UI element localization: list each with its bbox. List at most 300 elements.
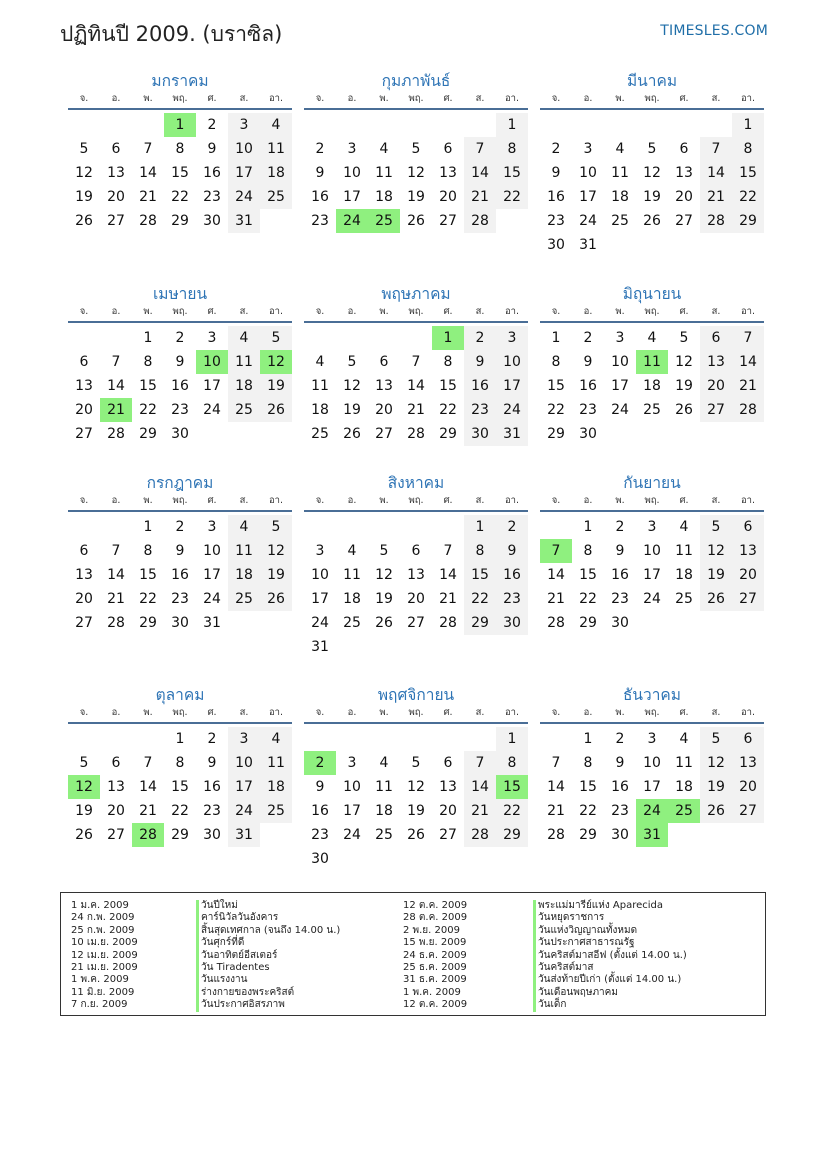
holiday-legend (60, 892, 766, 1016)
weekday-label: จ. (551, 306, 561, 317)
legend-holiday-name: วันปีใหม่ (196, 900, 340, 912)
day-cell: 3 (496, 326, 528, 350)
day-cell: 14 (107, 567, 125, 583)
day-grid (304, 326, 528, 446)
day-cell: 12 (75, 165, 93, 181)
legend-holiday-name: วันประกาศอิสรภาพ (196, 999, 340, 1011)
day-cell: 6 (79, 354, 89, 370)
day-cell: 20 (407, 591, 425, 607)
day-cell: 26 (675, 402, 693, 418)
day-cell: 25 (311, 426, 329, 442)
day-cell: 31 (496, 422, 528, 446)
day-cell: 16 (171, 378, 189, 394)
legend-holiday-date: 2 พ.ย. 2009 (403, 924, 460, 936)
day-cell: 4 (228, 515, 260, 539)
day-cell: 24 (343, 827, 361, 843)
day-cell: 26 (407, 213, 425, 229)
weekday-label: จ. (315, 495, 325, 506)
empty-cell (304, 326, 336, 350)
holiday-day-cell: 28 (132, 823, 164, 847)
day-cell: 12 (407, 779, 425, 795)
day-cell: 19 (260, 563, 292, 587)
day-cell: 6 (443, 755, 453, 771)
day-cell: 6 (732, 515, 764, 539)
day-cell: 14 (547, 567, 565, 583)
weekday-header (304, 305, 528, 323)
day-cell: 26 (343, 426, 361, 442)
day-cell: 22 (139, 402, 157, 418)
legend-holiday-name: วันเด็ก (533, 999, 687, 1011)
day-cell: 28 (464, 209, 496, 233)
day-cell: 28 (107, 615, 125, 631)
day-cell: 7 (464, 137, 496, 161)
day-cell: 20 (75, 402, 93, 418)
day-cell: 24 (228, 799, 260, 823)
day-cell: 3 (207, 519, 217, 535)
day-cell: 13 (107, 779, 125, 795)
weekday-label: อา. (504, 93, 520, 104)
weekday-label: อ. (347, 495, 357, 506)
holiday-day-cell: 2 (304, 751, 336, 775)
weekday-label: จ. (551, 495, 561, 506)
day-cell: 4 (228, 326, 260, 350)
day-cell: 16 (547, 189, 565, 205)
empty-cell (336, 113, 368, 137)
empty-cell (304, 515, 336, 539)
weekday-label: จ. (79, 495, 89, 506)
weekday-label: พ. (143, 495, 153, 506)
month-name: กุมภาพันธ์ (381, 72, 451, 90)
weekday-label: จ. (315, 707, 325, 718)
weekday-label: พฤ. (644, 495, 660, 506)
legend-holiday-name: วันแรงงาน (196, 974, 340, 986)
day-cell: 22 (439, 402, 457, 418)
day-cell: 22 (547, 402, 565, 418)
weekday-label: พ. (615, 93, 625, 104)
weekday-header (68, 706, 292, 724)
month-name: เมษายน (152, 285, 208, 303)
day-cell: 20 (732, 563, 764, 587)
empty-cell (432, 727, 464, 751)
weekday-label: ศ. (443, 306, 453, 317)
day-cell: 9 (551, 165, 561, 181)
weekday-label: ส. (239, 495, 249, 506)
day-cell: 29 (579, 615, 597, 631)
empty-cell (464, 113, 496, 137)
legend-holiday-name: วันแห่งวิญญาณทั้งหมด (533, 925, 687, 937)
legend-holiday-date: 15 พ.ย. 2009 (403, 937, 467, 949)
day-cell: 4 (379, 141, 389, 157)
holiday-day-cell: 7 (540, 539, 572, 563)
day-cell: 17 (228, 161, 260, 185)
day-cell: 27 (107, 213, 125, 229)
day-cell: 29 (439, 426, 457, 442)
day-cell: 3 (647, 519, 657, 535)
weekday-label: อา. (504, 707, 520, 718)
legend-holiday-name: วันคริสต์มาส (533, 962, 687, 974)
weekday-label: อา. (740, 707, 756, 718)
empty-cell (368, 727, 400, 751)
weekday-label: ส. (711, 495, 721, 506)
brand-link[interactable]: TIMESLES.COM (660, 23, 768, 39)
day-cell: 19 (700, 775, 732, 799)
weekday-label: ศ. (679, 306, 689, 317)
day-cell: 23 (611, 803, 629, 819)
day-cell: 18 (643, 378, 661, 394)
day-cell: 10 (496, 350, 528, 374)
weekday-label: พ. (615, 707, 625, 718)
day-cell: 1 (143, 519, 153, 535)
weekday-label: ส. (239, 306, 249, 317)
weekday-header (68, 92, 292, 110)
day-cell: 23 (579, 402, 597, 418)
day-cell: 16 (171, 567, 189, 583)
day-cell: 15 (464, 563, 496, 587)
holiday-day-cell: 24 (636, 799, 668, 823)
legend-holiday-date: 1 พ.ค. 2009 (403, 986, 461, 998)
day-cell: 4 (679, 519, 689, 535)
legend-holiday-date: 7 ก.ย. 2009 (71, 999, 128, 1011)
day-cell: 18 (675, 567, 693, 583)
day-cell: 16 (464, 374, 496, 398)
weekday-label: พฤ. (408, 306, 424, 317)
day-cell: 11 (260, 751, 292, 775)
day-grid (68, 326, 292, 446)
day-cell: 30 (579, 426, 597, 442)
day-cell: 15 (439, 378, 457, 394)
day-cell: 11 (375, 165, 393, 181)
day-cell: 18 (228, 563, 260, 587)
month-name: พฤศจิกายน (377, 686, 455, 704)
empty-cell (100, 515, 132, 539)
day-cell: 14 (139, 779, 157, 795)
day-cell: 21 (139, 803, 157, 819)
day-cell: 30 (464, 422, 496, 446)
empty-cell (304, 113, 336, 137)
day-cell: 11 (675, 755, 693, 771)
day-cell: 5 (79, 141, 89, 157)
day-cell: 26 (700, 799, 732, 823)
holiday-day-cell: 25 (368, 209, 400, 233)
page-title: ปฏิทินปี 2009. (บราซิล) (60, 22, 283, 46)
day-cell: 2 (315, 141, 325, 157)
day-cell: 21 (107, 591, 125, 607)
day-cell: 17 (611, 378, 629, 394)
month-block (540, 684, 764, 847)
day-cell: 26 (75, 213, 93, 229)
day-cell: 5 (411, 755, 421, 771)
day-cell: 9 (207, 141, 217, 157)
day-cell: 30 (547, 237, 565, 253)
holiday-day-cell: 12 (260, 350, 292, 374)
month-block (540, 70, 764, 257)
day-cell: 19 (75, 189, 93, 205)
weekday-label: จ. (79, 93, 89, 104)
day-grid (68, 727, 292, 847)
day-grid (304, 113, 528, 233)
legend-holiday-name: วันอาทิตย์อีสเตอร์ (196, 950, 340, 962)
day-cell: 6 (411, 543, 421, 559)
weekday-label: พ. (615, 306, 625, 317)
day-cell: 19 (407, 189, 425, 205)
day-cell: 26 (75, 827, 93, 843)
weekday-label: อา. (740, 495, 756, 506)
weekday-header (304, 706, 528, 724)
weekday-label: ศ. (443, 495, 453, 506)
legend-holiday-name: วันศุกร์ที่ดี (196, 937, 340, 949)
day-cell: 5 (411, 141, 421, 157)
day-cell: 5 (700, 515, 732, 539)
day-cell: 6 (111, 141, 121, 157)
day-cell: 27 (375, 426, 393, 442)
day-cell: 10 (611, 354, 629, 370)
empty-cell (700, 113, 732, 137)
weekday-label: จ. (551, 707, 561, 718)
day-cell: 30 (171, 615, 189, 631)
legend-holiday-date: 24 ก.พ. 2009 (71, 912, 135, 924)
day-cell: 11 (375, 779, 393, 795)
day-cell: 21 (732, 374, 764, 398)
day-cell: 25 (343, 615, 361, 631)
day-cell: 17 (643, 567, 661, 583)
legend-holiday-date: 12 ต.ค. 2009 (403, 999, 468, 1011)
day-cell: 3 (228, 727, 260, 751)
day-cell: 4 (347, 543, 357, 559)
month-name: สิงหาคม (387, 474, 445, 492)
day-cell: 3 (615, 330, 625, 346)
day-grid (540, 113, 764, 257)
day-cell: 4 (260, 727, 292, 751)
day-cell: 12 (407, 165, 425, 181)
day-cell: 7 (111, 543, 121, 559)
day-cell: 23 (203, 189, 221, 205)
weekday-label: พฤ. (172, 707, 188, 718)
day-cell: 21 (547, 591, 565, 607)
empty-cell (68, 326, 100, 350)
weekday-label: อ. (111, 495, 121, 506)
empty-cell (432, 113, 464, 137)
day-cell: 4 (379, 755, 389, 771)
day-cell: 2 (583, 330, 593, 346)
empty-cell (68, 515, 100, 539)
day-cell: 11 (228, 350, 260, 374)
day-cell: 28 (732, 398, 764, 422)
day-cell: 5 (260, 326, 292, 350)
day-cell: 27 (75, 426, 93, 442)
day-cell: 6 (443, 141, 453, 157)
day-cell: 7 (732, 326, 764, 350)
day-cell: 2 (615, 519, 625, 535)
empty-cell (540, 113, 572, 137)
day-cell: 5 (700, 727, 732, 751)
day-grid (68, 515, 292, 635)
day-cell: 21 (700, 185, 732, 209)
weekday-label: ศ. (443, 93, 453, 104)
day-cell: 22 (579, 803, 597, 819)
day-cell: 8 (496, 137, 528, 161)
day-cell: 23 (203, 803, 221, 819)
day-cell: 14 (407, 378, 425, 394)
day-cell: 15 (139, 378, 157, 394)
legend-holiday-name: วันหยุดราชการ (533, 912, 687, 924)
weekday-label: ศ. (207, 707, 217, 718)
weekday-label: จ. (79, 306, 89, 317)
day-cell: 27 (439, 213, 457, 229)
month-name: กันยายน (623, 474, 681, 492)
day-cell: 27 (732, 587, 764, 611)
day-cell: 9 (315, 165, 325, 181)
day-cell: 23 (311, 213, 329, 229)
day-cell: 17 (228, 775, 260, 799)
legend-right-names (533, 900, 687, 1012)
day-cell: 22 (496, 799, 528, 823)
weekday-label: พฤ. (172, 93, 188, 104)
day-cell: 20 (439, 803, 457, 819)
weekday-label: ส. (239, 93, 249, 104)
weekday-label: อา. (740, 306, 756, 317)
day-cell: 2 (551, 141, 561, 157)
weekday-label: พ. (379, 707, 389, 718)
weekday-label: พฤ. (644, 707, 660, 718)
month-block (304, 472, 528, 659)
day-cell: 16 (579, 378, 597, 394)
day-cell: 23 (611, 591, 629, 607)
day-cell: 14 (139, 165, 157, 181)
day-cell: 13 (675, 165, 693, 181)
legend-holiday-name: ร่างกายของพระคริสต์ (196, 987, 340, 999)
empty-cell (132, 113, 164, 137)
day-cell: 8 (583, 543, 593, 559)
weekday-label: พฤ. (408, 93, 424, 104)
empty-cell (100, 113, 132, 137)
day-cell: 30 (203, 213, 221, 229)
day-cell: 23 (171, 591, 189, 607)
legend-holiday-name: วันคริสต์มาสอีฟ (ตั้งแต่ 14.00 น.) (533, 950, 687, 962)
weekday-label: พ. (379, 93, 389, 104)
day-cell: 22 (139, 591, 157, 607)
day-cell: 29 (464, 611, 496, 635)
day-cell: 12 (675, 354, 693, 370)
day-cell: 15 (547, 378, 565, 394)
day-cell: 1 (175, 731, 185, 747)
day-cell: 3 (347, 755, 357, 771)
day-cell: 25 (643, 402, 661, 418)
day-cell: 23 (496, 587, 528, 611)
day-cell: 13 (700, 350, 732, 374)
day-cell: 8 (551, 354, 561, 370)
day-cell: 1 (551, 330, 561, 346)
legend-holiday-date: 11 มิ.ย. 2009 (71, 986, 135, 998)
weekday-header (540, 706, 764, 724)
day-cell: 10 (343, 779, 361, 795)
day-cell: 16 (611, 779, 629, 795)
day-cell: 3 (315, 543, 325, 559)
legend-holiday-name: วันส่งท้ายปีเก่า (ตั้งแต่ 14.00 น.) (533, 974, 687, 986)
month-name: มิถุนายน (622, 285, 682, 303)
day-cell: 10 (579, 165, 597, 181)
day-cell: 20 (675, 189, 693, 205)
day-cell: 4 (679, 731, 689, 747)
day-cell: 9 (464, 350, 496, 374)
empty-cell (336, 326, 368, 350)
day-cell: 29 (171, 827, 189, 843)
day-cell: 8 (496, 751, 528, 775)
legend-holiday-name: คาร์นิวัลวันอังคาร (196, 912, 340, 924)
day-cell: 11 (260, 137, 292, 161)
weekday-label: จ. (315, 306, 325, 317)
empty-cell (400, 113, 432, 137)
day-cell: 20 (107, 189, 125, 205)
day-cell: 5 (79, 755, 89, 771)
day-cell: 14 (464, 775, 496, 799)
day-cell: 4 (260, 113, 292, 137)
day-grid (540, 326, 764, 446)
month-name: กรกฎาคม (146, 474, 214, 492)
day-grid (304, 515, 528, 659)
day-cell: 2 (175, 519, 185, 535)
empty-cell (540, 515, 572, 539)
day-cell: 13 (732, 539, 764, 563)
day-cell: 12 (260, 539, 292, 563)
month-block (304, 70, 528, 233)
month-name: ธันวาคม (622, 686, 682, 704)
weekday-label: อ. (347, 93, 357, 104)
day-cell: 2 (464, 326, 496, 350)
empty-cell (572, 113, 604, 137)
day-cell: 19 (260, 374, 292, 398)
day-cell: 27 (732, 799, 764, 823)
day-cell: 22 (464, 587, 496, 611)
day-cell: 27 (75, 615, 93, 631)
day-cell: 24 (228, 185, 260, 209)
day-cell: 24 (203, 591, 221, 607)
day-cell: 7 (111, 354, 121, 370)
day-cell: 9 (315, 779, 325, 795)
day-cell: 19 (643, 189, 661, 205)
legend-holiday-name: วันประกาศสาธารณรัฐ (533, 937, 687, 949)
day-cell: 10 (343, 165, 361, 181)
day-cell: 25 (228, 398, 260, 422)
day-cell: 14 (732, 350, 764, 374)
day-cell: 29 (139, 426, 157, 442)
day-cell: 9 (175, 543, 185, 559)
legend-holiday-date: 25 ก.พ. 2009 (71, 924, 135, 936)
day-cell: 8 (732, 137, 764, 161)
weekday-label: อ. (583, 93, 593, 104)
day-cell: 29 (579, 827, 597, 843)
day-cell: 31 (203, 615, 221, 631)
month-name: ตุลาคม (155, 686, 205, 704)
day-cell: 6 (111, 755, 121, 771)
day-cell: 6 (79, 543, 89, 559)
day-cell: 1 (143, 330, 153, 346)
day-cell: 18 (343, 591, 361, 607)
day-cell: 18 (375, 189, 393, 205)
day-cell: 10 (643, 543, 661, 559)
day-cell: 25 (260, 185, 292, 209)
day-cell: 20 (732, 775, 764, 799)
day-cell: 30 (203, 827, 221, 843)
empty-cell (400, 326, 432, 350)
weekday-label: จ. (551, 93, 561, 104)
holiday-day-cell: 25 (668, 799, 700, 823)
day-cell: 28 (407, 426, 425, 442)
day-cell: 9 (615, 755, 625, 771)
day-cell: 26 (260, 587, 292, 611)
day-cell: 10 (643, 755, 661, 771)
day-cell: 30 (171, 426, 189, 442)
day-cell: 6 (679, 141, 689, 157)
